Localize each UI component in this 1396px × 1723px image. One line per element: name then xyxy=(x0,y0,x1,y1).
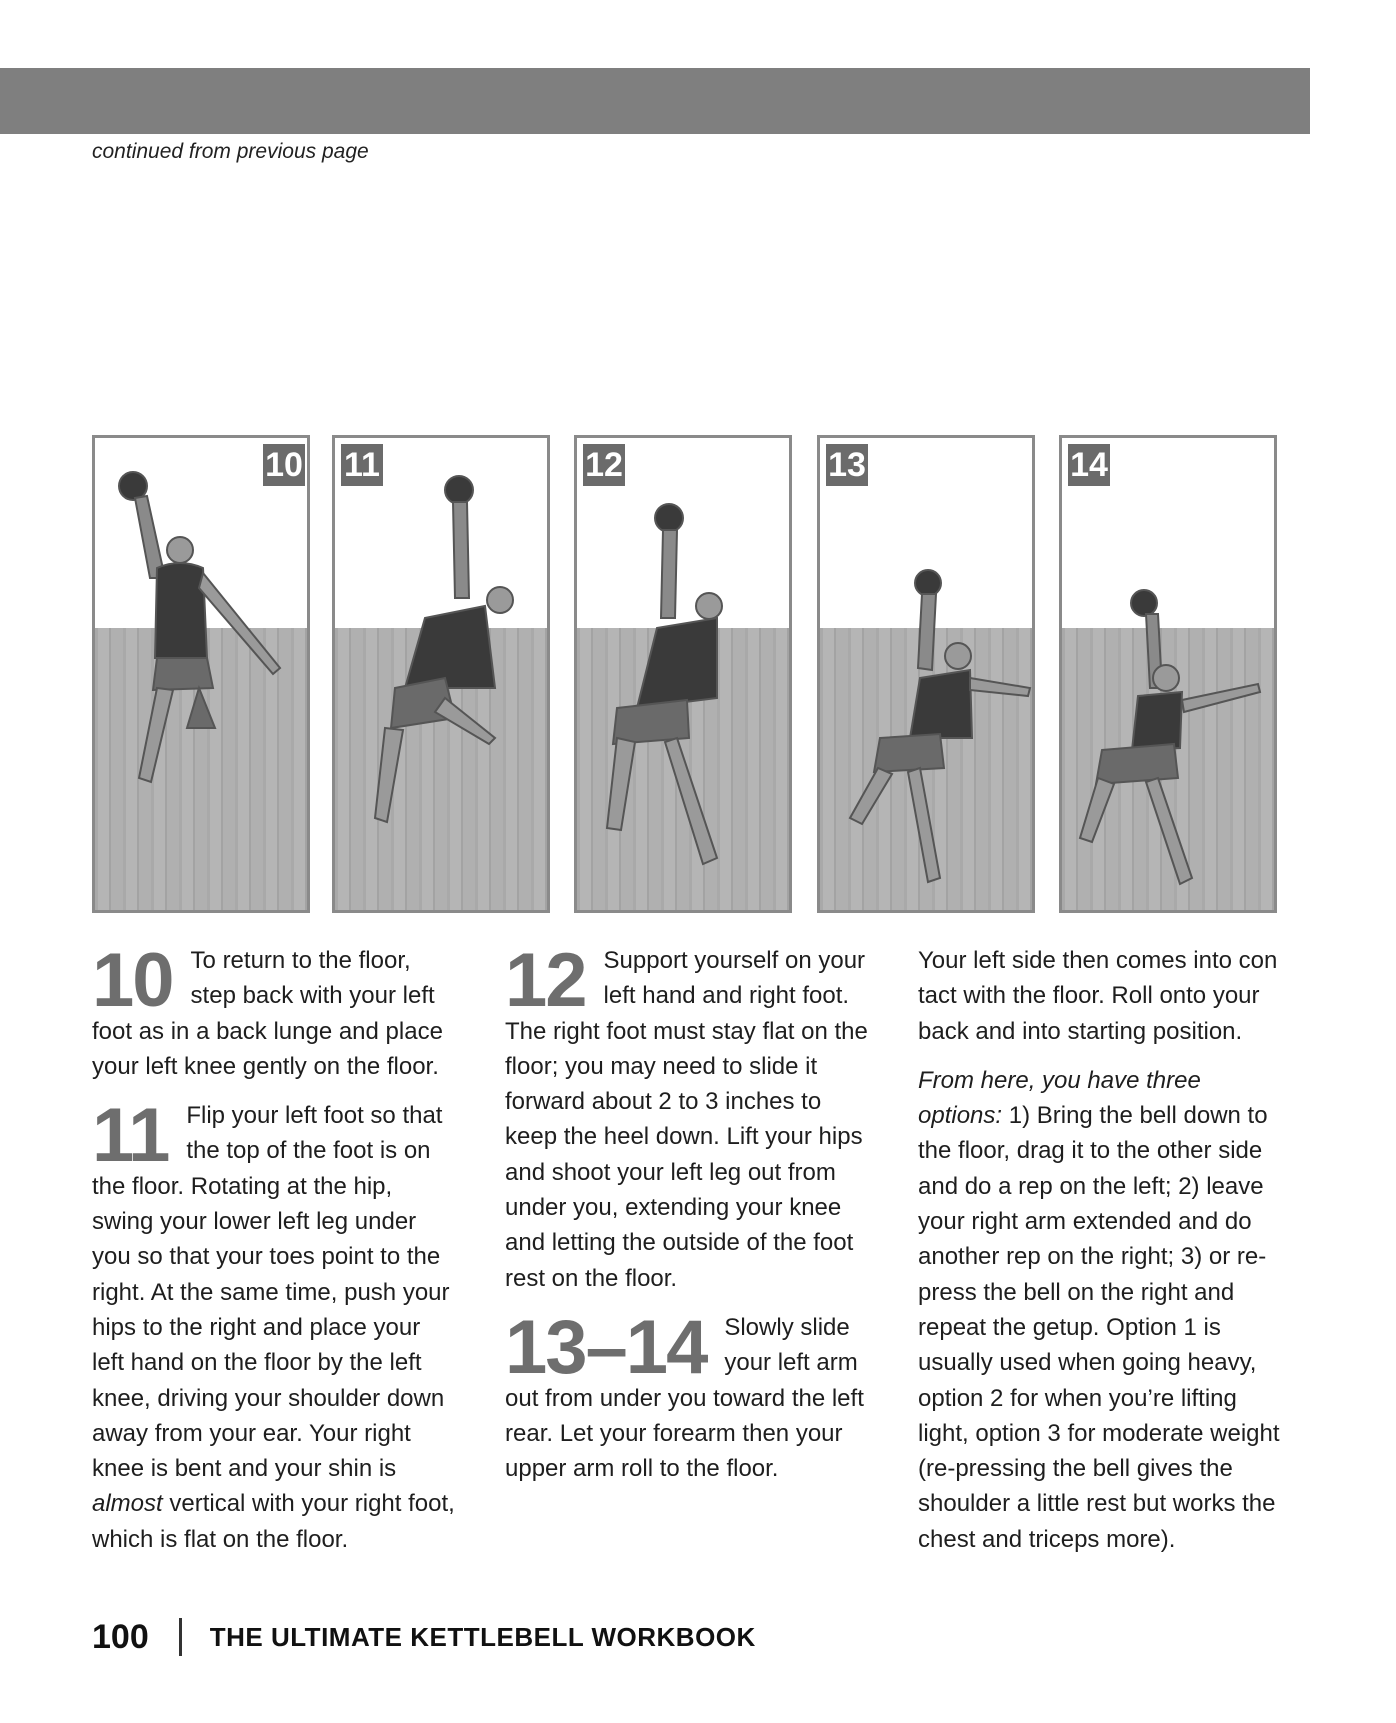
text-column-2 xyxy=(505,938,870,1500)
step-text: Slowly slide your left arm out from under you toward the left rear. Let your forearm then your upper arm roll to the floor. xyxy=(505,1313,864,1483)
step-number: 11 xyxy=(92,1093,169,1179)
header-bar xyxy=(0,68,1310,134)
step-badge: 11 xyxy=(341,444,383,486)
step-10-paragraph xyxy=(92,938,457,1084)
step-text: To return to the floor, step back with your left foot as in a back lunge and place your left knee gently on the floor. xyxy=(92,947,443,1080)
kettlebell-getup-photo-icon xyxy=(335,438,547,910)
page-footer xyxy=(92,1615,756,1659)
page-number: 100 xyxy=(92,1617,149,1656)
photo-step-14 xyxy=(1059,435,1277,913)
photo-step-10 xyxy=(92,435,310,913)
photo-step-11 xyxy=(332,435,550,913)
step-11-paragraph xyxy=(92,1093,457,1557)
continued-note: continued from previous page xyxy=(92,140,369,163)
photo-step-12 xyxy=(574,435,792,913)
photo-step-13 xyxy=(817,435,1035,913)
step-badge: 13 xyxy=(826,444,868,486)
book-title: THE ULTIMATE KETTLEBELL WORKBOOK xyxy=(209,1621,756,1652)
emphasis-text: almost xyxy=(92,1490,163,1518)
text-column-3 xyxy=(918,943,1283,1571)
step-13-14-paragraph xyxy=(505,1304,870,1486)
kettlebell-getup-photo-icon xyxy=(95,438,307,910)
step-number: 12 xyxy=(505,938,586,1023)
options-paragraph xyxy=(918,1063,1283,1557)
step-badge: 12 xyxy=(583,444,625,486)
kettlebell-getup-photo-icon xyxy=(577,438,789,910)
step-text: vertical with your right foot, which is flat on the floor. xyxy=(92,1490,455,1553)
step-number: 10 xyxy=(92,938,173,1023)
step-text: Support yourself on your left hand and right foot. The right foot must stay flat on the floor; you may need to slide it forward about 2 to 3 inches to keep the heel down. Lift your hips and shoot your left leg out from under you, extending your knee and letting the outside of the foot rest on the floor. xyxy=(505,947,868,1292)
kettlebell-getup-photo-icon xyxy=(1062,438,1274,910)
footer-divider xyxy=(179,1618,182,1656)
step-badge: 14 xyxy=(1068,444,1110,486)
text-column-1 xyxy=(92,938,457,1571)
continuation-paragraph: Your left side then comes into con tact with the floor. Roll onto your back and into starting position. xyxy=(918,947,1278,1045)
step-text: Flip your left foot so that the top of the foot is on the floor. Rotating at the hip, swing your lower left leg under you so that your toes point to the right. At the same time, push your hips to the right and place your left hand on the floor by the left knee, driving your shoulder down away from your ear. Your right knee is bent and your shin is xyxy=(92,1102,450,1483)
options-intro: From here, you have three options: xyxy=(918,1066,1201,1130)
kettlebell-getup-photo-icon xyxy=(820,438,1032,910)
options-text: 1) Bring the bell down to the floor, drag it to the other side and do a rep on the left; 2) leave your right arm extended and do another rep on the right; 3) or re-press the bell on the right and repeat the getup. Option 1 is usually used when going heavy, option 2 for when you’re lifting light, option 3 for moderate weight (re-pressing the bell gives the shoulder a little rest but works the chest and triceps more). xyxy=(918,1102,1280,1553)
step-12-paragraph xyxy=(505,938,870,1296)
step-number: 13–14 xyxy=(505,1304,707,1390)
step-badge: 10 xyxy=(263,444,305,486)
